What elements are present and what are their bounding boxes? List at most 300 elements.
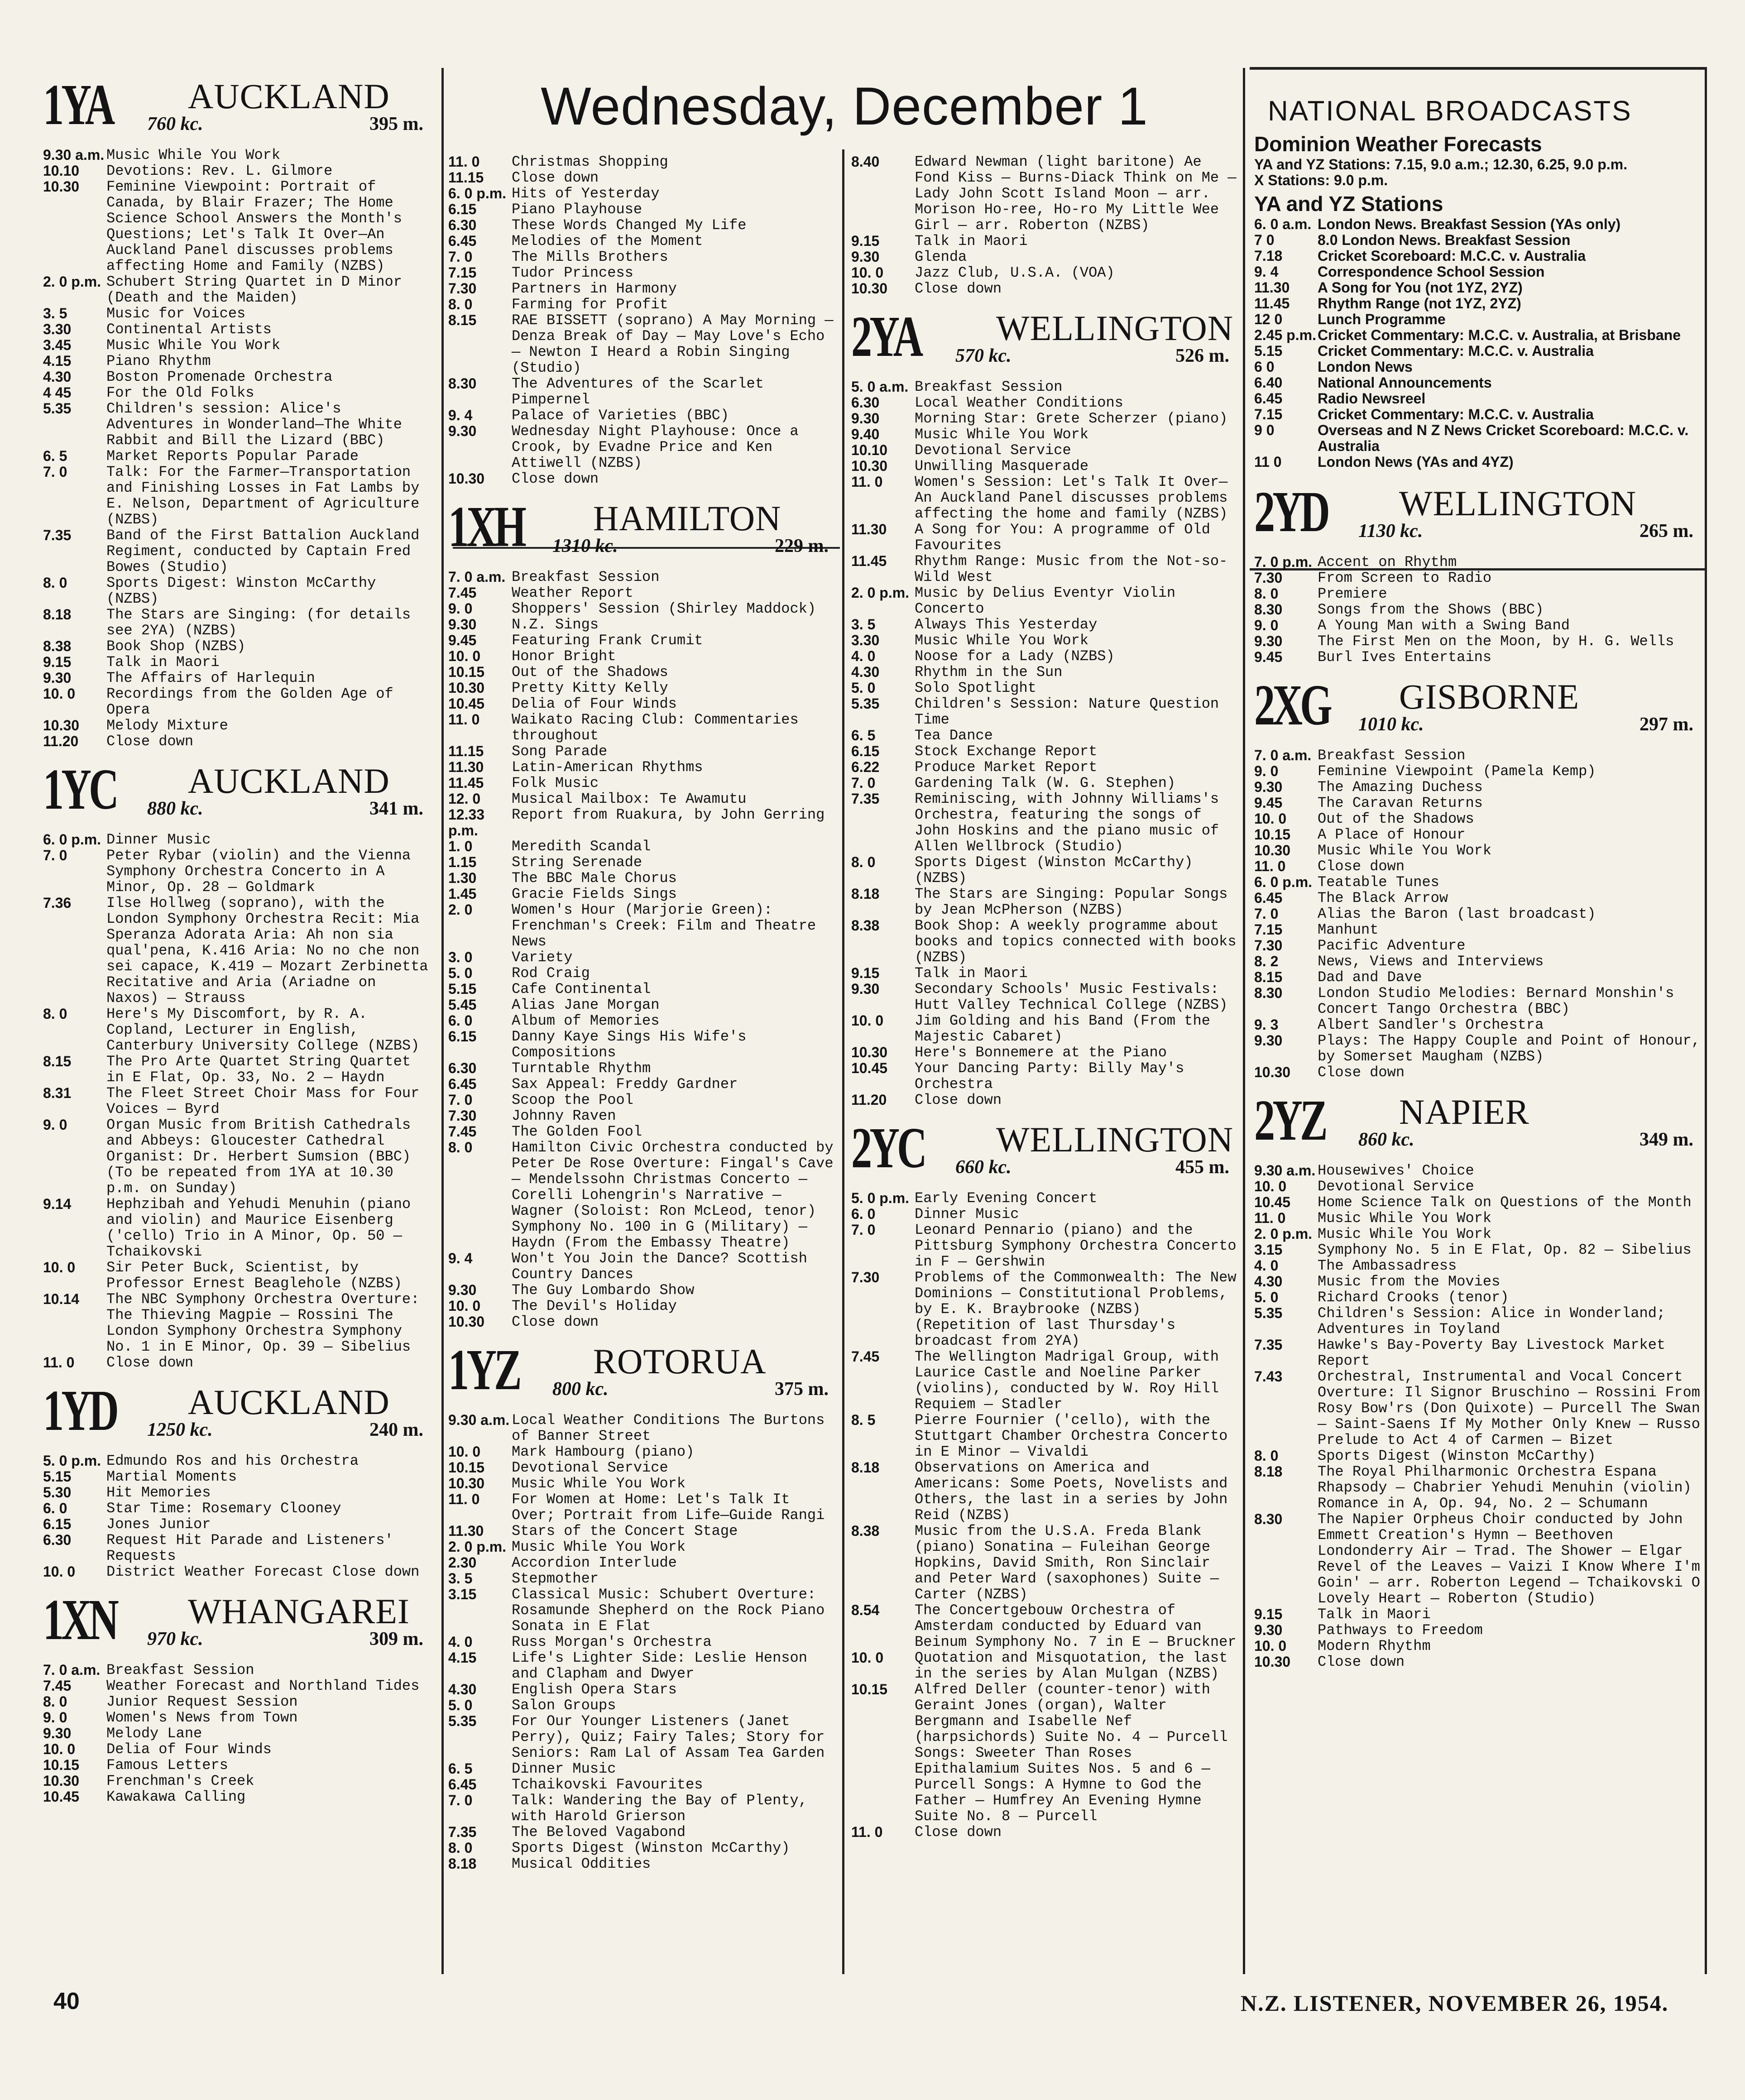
programme-entry (43, 1355, 432, 1371)
wavelength: 526 m. (1175, 345, 1229, 366)
programme-time: 2. 0 p.m. (448, 1539, 507, 1555)
programme-entry (43, 385, 432, 401)
programme-entry (43, 1564, 432, 1580)
programme-time: 3. 5 (851, 616, 876, 633)
programme-time: 7. 0 (43, 464, 67, 480)
programme-entry (43, 1085, 432, 1117)
programme-title: For Our Younger Listeners (Janet Perry), Quiz; Fairy Tales; Story for Seniors: Ram Lal of Assam Tea Garden (512, 1713, 825, 1761)
programme-title: For Women at Home: Let's Talk It Over; Portrait from Life—Guide Rangi (512, 1491, 825, 1524)
call-sign: 2XG (1254, 673, 1330, 737)
programme-time: 7.45 (43, 1678, 72, 1694)
wavelength: 240 m. (369, 1419, 423, 1440)
station-continuation (851, 154, 1238, 297)
programme-time: 10.30 (851, 280, 888, 297)
programme-time: 4 45 (43, 384, 72, 401)
programme-entry (1254, 633, 1702, 649)
programme-title: Continental Artists (106, 321, 272, 338)
programme-title: Alias Jane Morgan (512, 997, 660, 1013)
programme-entry (448, 997, 838, 1013)
programme-title: The Ambassadress (1318, 1257, 1457, 1274)
national-item (1254, 296, 1702, 312)
programme-time: 8.31 (43, 1085, 72, 1101)
programme-title: Delia of Four Winds (512, 695, 677, 712)
programme-entry (43, 1741, 432, 1757)
station-1yd (43, 1378, 432, 1580)
programme-title: Hawke's Bay-Poverty Bay Livestock Market Report (1318, 1337, 1666, 1369)
programme-title: Music While You Work (1318, 842, 1492, 859)
programme-time: 5.35 (43, 400, 72, 417)
programme-time: 10. 0 (1254, 1178, 1287, 1194)
programme-title: Devotional Service (915, 442, 1071, 459)
programme-title: English Opera Stars (512, 1681, 677, 1698)
programme-time: 8. 5 (851, 1412, 876, 1428)
programme-title: The Royal Philharmonic Orchestra Espana Rhapsody — Chabrier Yehudi Menuhin (violin) Romance in A, Op. 94, No. 2 — Schumann (1318, 1463, 1692, 1512)
programme-title: Women's Session: Let's Talk It Over—An Auckland Panel discusses problems affecting the home and family (NZBS) (915, 474, 1228, 522)
station-2ya (851, 304, 1238, 1108)
programme-time: 7.43 (1254, 1368, 1283, 1385)
programme-entry (1254, 1179, 1702, 1194)
programme-time: 7. 0 (43, 847, 67, 863)
programme-entry (1254, 1464, 1702, 1511)
station-header (43, 75, 432, 143)
wavelength: 265 m. (1640, 521, 1693, 542)
programme-title: Solo Spotlight (915, 680, 1036, 696)
programme-title: Local Weather Conditions The Burtons of Banner Street (512, 1412, 825, 1444)
programme-title: Music While You Work (1318, 1210, 1492, 1227)
programme-entry (1254, 985, 1702, 1017)
programme-time: 6. 0 p.m. (448, 185, 507, 201)
programme-time: 2.30 (448, 1554, 477, 1571)
programme-entry (448, 1824, 838, 1840)
programme-title: Classical Music: Schubert Overture: Rosamunde Shepherd on the Rock Piano Sonata in E Flat (512, 1586, 825, 1635)
programme-title: Famous Letters (106, 1757, 228, 1774)
programme-title: London News (1318, 359, 1413, 375)
programme-title: Music While You Work (915, 426, 1089, 443)
programme-entry (43, 274, 432, 306)
programme-time: 8. 0 (43, 1006, 67, 1022)
programme-title: Here's Bonnemere at the Piano (915, 1044, 1167, 1061)
programme-entry (851, 791, 1238, 854)
programme-entry (448, 471, 838, 487)
national-item (1254, 216, 1702, 232)
column-rule (842, 149, 844, 1974)
programme-time: 9.14 (43, 1196, 72, 1212)
programme-entry (448, 1124, 838, 1140)
programme-entry (43, 1710, 432, 1726)
programme-time: 10.30 (43, 178, 80, 195)
programme-time: 11.20 (43, 733, 79, 749)
programme-title: Sax Appeal: Freddy Gardner (512, 1076, 738, 1093)
programme-time: 7. 0 (851, 775, 876, 791)
programme-title: Weather Forecast and Northland Tides (106, 1678, 420, 1694)
programme-entry (851, 1013, 1238, 1045)
programme-title: Band of the First Battalion Auckland Regiment, conducted by Captain Fred Bowes (Studio) (106, 527, 420, 575)
programme-title: Children's session: Alice's Adventures in Wonderland—The White Rabbit and Bill the Lizard (BBC) (106, 400, 402, 449)
frequency: 800 kc. (552, 1379, 609, 1400)
station-header (1254, 1090, 1702, 1158)
programme-entry (851, 1092, 1238, 1108)
programme-time: 9.30 (448, 616, 477, 633)
programme-entry (448, 759, 838, 775)
programme-time: 11. 0 (448, 1491, 480, 1507)
programme-title: Early Evening Concert (915, 1190, 1098, 1207)
programme-time: 9. 4 (448, 1250, 473, 1266)
programme-time: 3.30 (43, 321, 72, 337)
programme-title: Gardening Talk (W. G. Stephen) (915, 775, 1176, 791)
programme-time: 9 0 (1254, 422, 1275, 438)
programme-title: Music While You Work (512, 1539, 686, 1555)
programme-entry (43, 1532, 432, 1564)
programme-entry (1254, 1511, 1702, 1606)
programme-title: Overseas and N Z News Cricket Scoreboard: M.C.C. v. Australia (1318, 422, 1689, 454)
programme-time: 6.40 (1254, 374, 1283, 391)
column-4 (1254, 131, 1702, 1974)
programme-title: Russ Morgan's Orchestra (512, 1634, 712, 1650)
programme-title: Dinner Music (915, 1206, 1019, 1223)
programme-time: 5.30 (43, 1484, 72, 1501)
programme-title: Observations on America and Americans: Some Poets, Novelists and Others, the last in a series by John Reid (NZBS) (915, 1459, 1228, 1524)
programme-title: Feminine Viewpoint (Pamela Kemp) (1318, 763, 1596, 780)
programme-entry (448, 297, 838, 312)
programme-entry (1254, 1033, 1702, 1064)
programme-title: Peter Rybar (violin) and the Vienna Symphony Orchestra Concerto in A Minor, Op. 28 — Goldmark (106, 847, 411, 896)
station-city: AUCKLAND (188, 761, 390, 801)
programme-entry (43, 306, 432, 321)
programme-entry (43, 654, 432, 670)
programme-time: 4.30 (43, 369, 72, 385)
programme-entry (851, 1349, 1238, 1412)
national-item (1254, 232, 1702, 248)
programme-title: Talk: For the Farmer—Transportation and Finishing Losses in Fat Lambs by E. Nelson, Department of Agriculture (NZBS) (106, 464, 420, 528)
programme-title: The Amazing Duchess (1318, 779, 1483, 796)
programme-time: 11.30 (448, 759, 484, 775)
programme-time: 8.18 (448, 1855, 477, 1872)
programme-entry (43, 1501, 432, 1516)
programme-title: Children's Session: Nature Question Time (915, 695, 1219, 728)
programme-time: 2. 0 p.m. (1254, 1226, 1313, 1242)
programme-title: Song Parade (512, 743, 608, 760)
national-item (1254, 327, 1702, 343)
programme-entry (43, 369, 432, 385)
programme-entry (1254, 1226, 1702, 1242)
wavelength: 341 m. (369, 798, 423, 819)
programme-entry (43, 1678, 432, 1694)
programme-title: Your Dancing Party: Billy May's Orchestra (915, 1060, 1184, 1093)
national-broadcasts (1254, 131, 1702, 470)
programme-time: 6.45 (448, 233, 477, 249)
station-city: AUCKLAND (188, 1382, 390, 1422)
programme-entry (851, 854, 1238, 886)
programme-title: Close down (1318, 1654, 1405, 1670)
programme-entry (448, 1682, 838, 1697)
yz-heading: YA and YZ Stations (1254, 192, 1443, 216)
programme-time: 2. 0 p.m. (851, 585, 910, 601)
programme-time: 5.15 (1254, 343, 1283, 359)
programme-entry (851, 249, 1238, 265)
call-sign: 1YA (43, 75, 113, 137)
page-title: Wednesday, December 1 (541, 77, 1148, 136)
programme-time: 11.30 (1254, 279, 1290, 296)
programme-entry (851, 281, 1238, 297)
programme-title: London News. Breakfast Session (YAs only) (1318, 216, 1621, 232)
programme-title: Leonard Pennario (piano) and the Pittsburg Symphony Orchestra Concerto in F — Gershwin (915, 1222, 1237, 1270)
programme-time: 9.40 (851, 426, 880, 442)
programme-title: Boston Promenade Orchestra (106, 369, 333, 385)
programme-time: 8.15 (43, 1053, 72, 1069)
frequency: 1130 kc. (1358, 521, 1423, 542)
programme-title: Dinner Music (106, 831, 211, 848)
weather-line: YA and YZ Stations: 7.15, 9.0 a.m.; 12.30, 6.25, 9.0 p.m. (1254, 156, 1628, 173)
programme-time: 10.45 (43, 1788, 80, 1805)
programme-title: Tchaikovski Favourites (512, 1776, 703, 1793)
programme-time: 3.15 (1254, 1242, 1283, 1258)
programme-time: 9.15 (851, 965, 880, 981)
national-item (1254, 280, 1702, 296)
programme-title: Close down (915, 1824, 1002, 1841)
programme-entry (851, 585, 1238, 617)
programme-entry (851, 427, 1238, 442)
programme-time: 1. 0 (448, 838, 473, 854)
programme-title: Edward Newman (light baritone) Ae Fond Kiss — Burns-Diack Think on Me — Lady John Scott Island Moon — arr. Morison Ho-ree, Ho-ro My Little Wee Girl — arr. Roberton (NZBS) (915, 154, 1237, 234)
programme-title: The Stars are Singing: Popular Songs by Jean McPherson (NZBS) (915, 886, 1228, 918)
frequency: 880 kc. (147, 798, 203, 819)
programme-entry (43, 575, 432, 607)
programme-time: 6.15 (851, 743, 880, 759)
programme-entry (1254, 922, 1702, 938)
station-city: WELLINGTON (996, 1120, 1234, 1159)
programme-entry (448, 791, 838, 807)
programme-entry (43, 670, 432, 686)
programme-entry (1254, 1210, 1702, 1226)
station-1xh (448, 494, 838, 1330)
programme-title: Honor Bright (512, 648, 616, 665)
programme-time: 6. 5 (851, 727, 876, 743)
programme-entry (851, 395, 1238, 411)
programme-entry (851, 759, 1238, 775)
programme-time: 9. 0 (448, 600, 473, 617)
programme-entry (448, 601, 838, 617)
programme-title: Sports Digest (Winston McCarthy) (512, 1840, 790, 1856)
programme-entry (448, 680, 838, 696)
programme-time: 8.18 (851, 886, 880, 902)
programme-title: Star Time: Rosemary Clooney (106, 1500, 341, 1517)
programme-title: Music by Delius Eventyr Violin Concerto (915, 585, 1176, 617)
programme-entry (1254, 1606, 1702, 1622)
programme-title: Songs from the Shows (BBC) (1318, 601, 1544, 618)
programme-entry (851, 886, 1238, 918)
station-header (851, 304, 1238, 374)
programme-entry (448, 1282, 838, 1298)
programme-time: 10.15 (851, 1681, 888, 1697)
programme-title: Pretty Kitty Kelly (512, 680, 668, 696)
wavy-rule (1250, 67, 1707, 70)
programme-title: Close down (512, 169, 599, 186)
programme-entry (1254, 748, 1702, 763)
programme-title: Close down (512, 1314, 599, 1330)
programme-entry (851, 728, 1238, 743)
programme-time: 7. 0 (851, 1222, 876, 1238)
programme-title: Partners in Harmony (512, 280, 677, 297)
programme-time: 8.15 (448, 312, 477, 328)
programme-title: A Song for You: A programme of Old Favourites (915, 521, 1210, 554)
programme-title: Housewives' Choice (1318, 1162, 1474, 1179)
programme-time: 9. 3 (1254, 1016, 1279, 1033)
programme-entry (851, 1222, 1238, 1270)
programme-time: 5. 0 (851, 680, 876, 696)
programme-time: 8. 0 (43, 1693, 67, 1710)
programme-entry (1254, 1337, 1702, 1369)
programme-entry (43, 1485, 432, 1501)
programme-time: 7. 0 (448, 1092, 473, 1108)
programme-title: The Guy Lombardo Show (512, 1282, 695, 1299)
programme-title: Martial Moments (106, 1468, 237, 1485)
programme-title: Devotional Service (1318, 1178, 1474, 1195)
programme-title: The Fleet Street Choir Mass for Four Voices — Byrd (106, 1085, 420, 1117)
programme-time: 7. 0 a.m. (1254, 747, 1312, 763)
programme-entry (43, 464, 432, 527)
programme-title: Johnny Raven (512, 1108, 616, 1124)
call-sign: 1XH (448, 494, 524, 559)
programme-entry (448, 1840, 838, 1856)
wavelength: 395 m. (369, 114, 423, 134)
weather-heading: Dominion Weather Forecasts (1254, 132, 1542, 156)
programme-title: Close down (512, 470, 599, 487)
programme-title: Always This Yesterday (915, 616, 1098, 633)
programme-entry (448, 696, 838, 712)
programme-time: 9.30 (43, 670, 72, 686)
programme-entry (448, 1761, 838, 1777)
programme-time: 1.45 (448, 886, 477, 902)
frequency: 1250 kc. (147, 1419, 213, 1440)
call-sign: 2YD (1254, 479, 1328, 544)
programme-entry (43, 1054, 432, 1085)
programme-time: 11 0 (1254, 454, 1282, 470)
station-header (448, 1340, 838, 1408)
programme-entry (448, 186, 838, 201)
programme-time: 11.15 (448, 169, 484, 186)
programme-time: 8.54 (851, 1602, 880, 1618)
programme-time: 8. 0 (448, 1139, 473, 1155)
frequency: 860 kc. (1358, 1129, 1414, 1150)
programme-time: 9.30 a.m. (448, 1412, 510, 1428)
programme-title: Ilse Hollweg (soprano), with the London Symphony Orchestra Recit: Mia Speranza Adorata Aria: Ah non sia qual'pena, K.416 Aria: No no che non sei capace, K.419 — Mozart Zerbinetta Recitative and Aria (Ariadne on Naxos) — Strauss (106, 895, 428, 1007)
programme-entry (448, 1460, 838, 1476)
programme-entry (43, 1757, 432, 1773)
national-item (1254, 359, 1702, 375)
programme-entry (851, 981, 1238, 1013)
programme-title: Musical Oddities (512, 1855, 651, 1872)
programme-title: Danny Kaye Sings His Wife's Compositions (512, 1028, 747, 1061)
programme-entry (43, 1260, 432, 1291)
station-header (43, 759, 432, 827)
programme-title: Problems of the Commonwealth: The New Dominions — Constitutional Problems, by E. K. Braybrooke (NZBS) (Repetition of last Thursday's broadcast from 2YA) (915, 1269, 1237, 1349)
programme-title: Latin-American Rhythms (512, 759, 703, 776)
programme-time: 9.30 (43, 1725, 72, 1741)
programme-time: 6.45 (448, 1776, 477, 1793)
programme-title: Palace of Varieties (BBC) (512, 407, 729, 424)
programme-entry (1254, 938, 1702, 954)
programme-time: 10. 0 (43, 1741, 76, 1757)
programme-time: 9.30 (851, 249, 880, 265)
programme-title: Rod Craig (512, 965, 590, 982)
programme-entry (1254, 1369, 1702, 1448)
programme-entry (43, 1469, 432, 1485)
programme-entry (43, 734, 432, 749)
programme-title: Music from the U.S.A. Freda Blank (piano) Sonatina — Fuleihan George Hopkins, David Smith, Ron Sinclair and Peter Ward (saxophones) Suite — Carter (NZBS) (915, 1523, 1219, 1603)
programme-entry (1254, 1242, 1702, 1258)
programme-title: Waikato Racing Club: Commentaries throughout (512, 711, 799, 744)
programme-title: Devotions: Rev. L. Gilmore (106, 163, 333, 179)
programme-title: Premiere (1318, 585, 1387, 602)
programme-time: 8.18 (851, 1459, 880, 1476)
programme-entry (851, 1270, 1238, 1349)
call-sign: 1YD (43, 1378, 116, 1443)
programme-entry (448, 902, 838, 949)
programme-title: Devotional Service (512, 1459, 668, 1476)
programme-time: 11. 0 (851, 1824, 883, 1840)
programme-time: 5. 0 a.m. (851, 379, 909, 395)
programme-title: Weather Report (512, 585, 633, 601)
programme-time: 4.30 (1254, 1273, 1283, 1290)
programme-time: 3. 0 (448, 949, 473, 965)
programme-entry (448, 1314, 838, 1330)
programme-time: 6. 0 (851, 1206, 876, 1222)
programme-entry (448, 1140, 838, 1251)
programme-entry (448, 1444, 838, 1460)
programme-title: Frenchman's Creek (106, 1773, 254, 1789)
programme-title: Musical Mailbox: Te Awamutu (512, 791, 747, 807)
programme-time: 10.30 (448, 1314, 485, 1330)
programme-title: Modern Rhythm (1318, 1638, 1431, 1654)
programme-time: 10. 0 (448, 1443, 481, 1460)
programme-title: Hephzibah and Yehudi Menuhin (piano and violin) and Maurice Eisenberg ('cello) Trio in A Minor, Op. 50 — Tchaikovski (106, 1196, 411, 1260)
programme-time: 1.30 (448, 870, 477, 886)
programme-time: 5. 0 (448, 1697, 473, 1713)
programme-title: Shoppers' Session (Shirley Maddock) (512, 600, 816, 617)
programme-time: 8.30 (448, 375, 477, 392)
column-rule (441, 68, 444, 1974)
programme-time: 7. 0 a.m. (448, 569, 506, 585)
programme-time: 9.45 (1254, 795, 1283, 811)
programme-entry (851, 743, 1238, 759)
programme-time: 11. 0 (43, 1354, 75, 1371)
programme-title: National Announcements (1318, 374, 1492, 391)
programme-time: 7.15 (1254, 921, 1283, 938)
programme-entry (448, 743, 838, 759)
programme-entry (851, 265, 1238, 281)
programme-title: News, Views and Interviews (1318, 953, 1544, 970)
programme-time: 10. 0 (43, 1259, 76, 1275)
programme-time: 7.45 (448, 585, 477, 601)
programme-time: 10.15 (1254, 826, 1291, 843)
programme-time: 8. 0 (448, 296, 473, 312)
weather-lines (1254, 157, 1702, 188)
programme-entry (851, 1602, 1238, 1650)
programme-entry (448, 1251, 838, 1282)
programme-title: Breakfast Session (106, 1662, 254, 1678)
programme-title: Orchestral, Instrumental and Vocal Concert Overture: Il Signor Bruschino — Rossini From Rosy Bow'rs (Don Quixote) — Purcell The Swan — Saint-Saens If My Mother Only Knew — Russo Prelude to Act 4 of Carmen — Bizet (1318, 1368, 1700, 1448)
programme-title: RAE BISSETT (soprano) A May Morning — Denza Break of Day — May Love's Echo — Newton I Heard a Robin Singing (Studio) (512, 312, 834, 376)
programme-title: Scoop the Pool (512, 1092, 633, 1108)
programme-time: 6.15 (43, 1516, 72, 1532)
programme-time: 10.15 (448, 664, 485, 680)
programme-entry (1254, 890, 1702, 906)
programme-time: 6. 0 a.m. (1254, 216, 1312, 232)
programme-title: Music from the Movies (1318, 1273, 1501, 1290)
programme-title: A Place of Honour (1318, 826, 1466, 843)
programme-entry (851, 775, 1238, 791)
programme-time: 11. 0 (1254, 1210, 1286, 1226)
